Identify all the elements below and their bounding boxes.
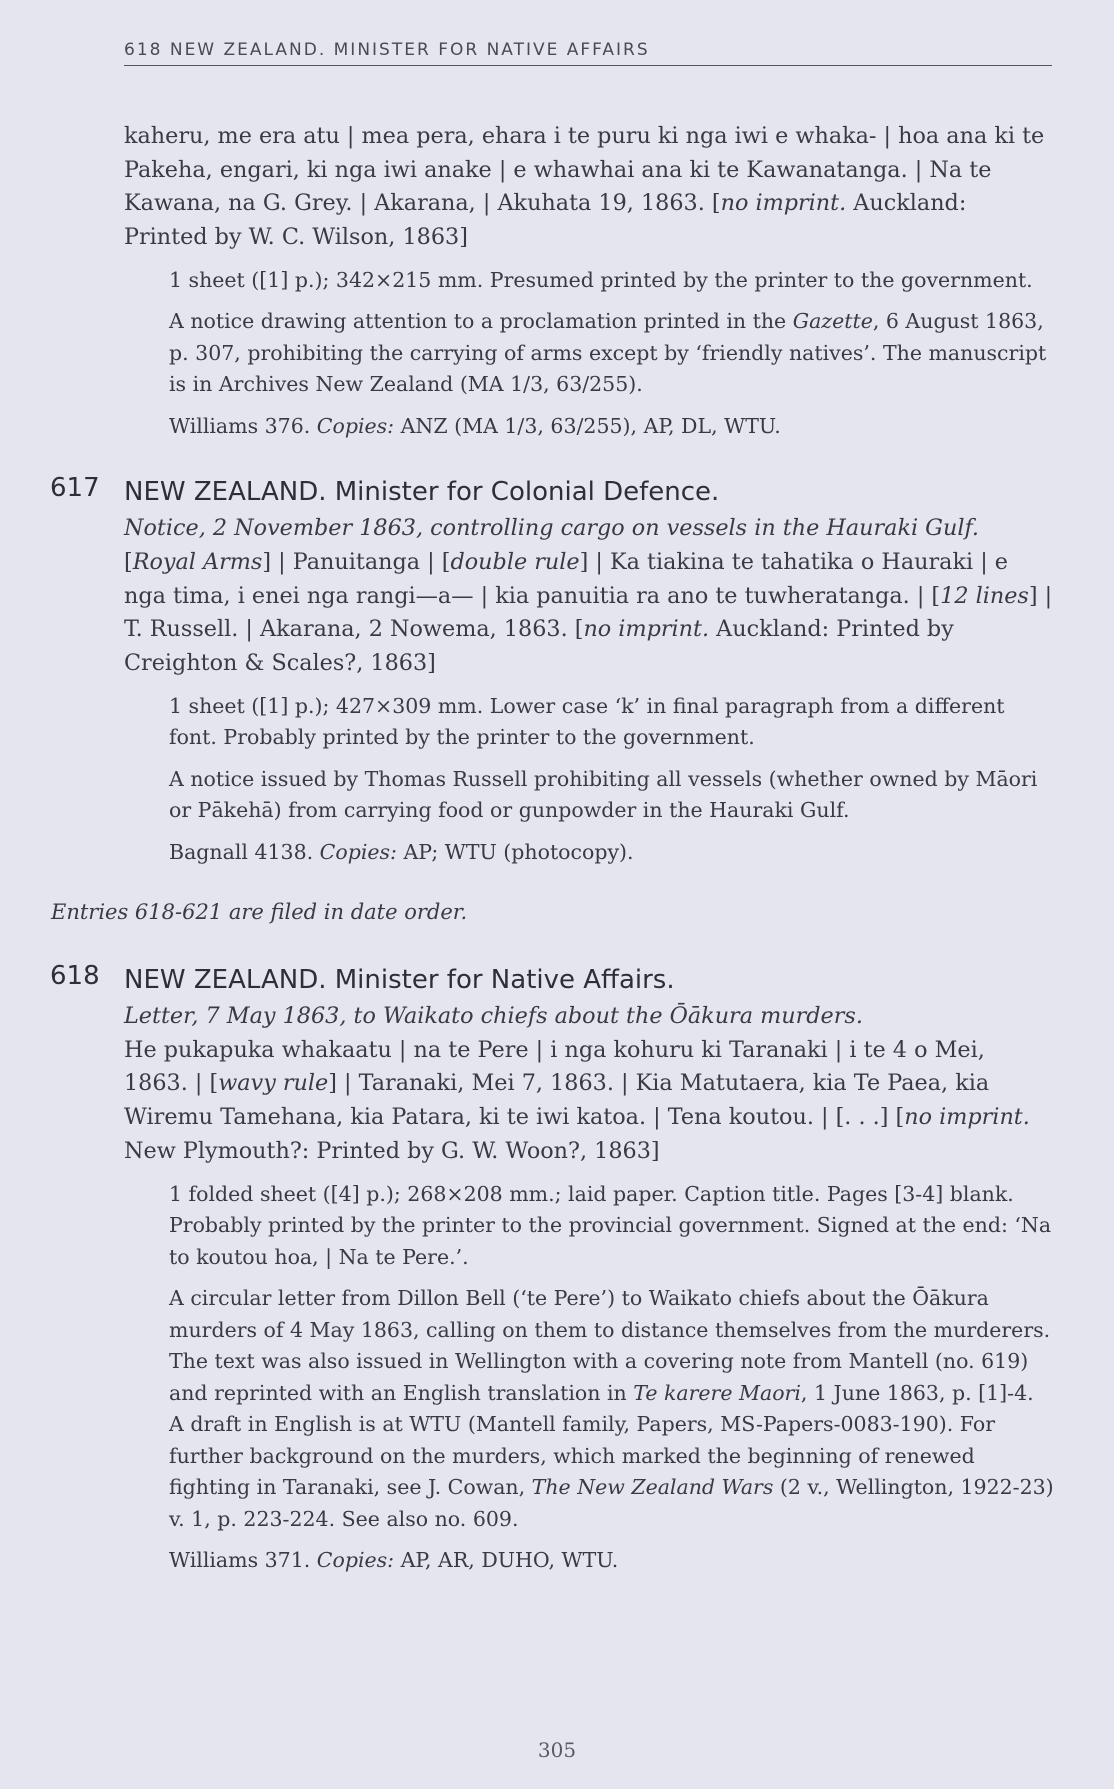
entry-617 <box>50 472 1054 868</box>
text-run: Copies: <box>316 413 395 438</box>
entry-heading: NEW ZEALAND. Minister for Native Affairs. <box>124 965 675 996</box>
text-run: , 1 June 1863, p. [1]-4. A draft in English is at WTU (Mantell family, Papers, MS-Papers-0083-190). For further background on the murders, which marked the beginning of renewed fighting in Taranaki, see J. Cowan, <box>169 1380 1034 1500</box>
text-run: A notice drawing attention to a proclamation printed in the <box>169 309 793 334</box>
text-run: 12 lines <box>940 582 1029 609</box>
text-run: Copies: <box>316 1548 395 1573</box>
text-run: kaheru, me era atu | mea pera, ehara i te puru ki nga iwi e whaka- | hoa ana ki te Pakeha, engari, ki nga iwi anake | e whawhai ana ki te Kawanatanga. | Na te Kawana, na G. Grey. | Akarana, | Akuhata 19, 1863. <box>124 123 1045 217</box>
filing-note: Entries 618-621 are filed in date order. <box>51 900 468 925</box>
text-run: Williams 376. <box>169 413 317 438</box>
text-run: Gazette <box>792 309 873 334</box>
page-body <box>50 120 1054 1577</box>
entry-title: Notice, 2 November 1863, controlling cargo on vessels in the Hauraki Gulf. <box>124 515 980 542</box>
text-run: The New Zealand Wars <box>531 1475 774 1500</box>
entry-title: Letter, 7 May 1863, to Waikato chiefs about the Ōākura murders. <box>124 1003 863 1030</box>
entry-transcription <box>124 1034 1054 1169</box>
text-run: (2 v., Wellington, 1922-23) v. 1, p. 223-224. See also no. 609. <box>169 1475 1054 1531</box>
page-number: 305 <box>537 1738 577 1762</box>
continuation-entry <box>124 120 1054 442</box>
text-run: ] | Taranaki, Mei 7, 1863. | Kia Matutaera, kia Te Paea, kia Wiremu Tamehana, kia Patara, ki te iwi katoa. | Tena koutou. | [. . .] [ <box>124 1070 990 1131</box>
text-run: ] | T. Russell. | Akarana, 2 Nowema, 1863. [ <box>124 582 1053 643</box>
text-run: [ <box>124 549 133 576</box>
annotation <box>169 1283 1054 1535</box>
text-run: Auckland: Printed by Creighton & Scales?, 1863] <box>124 616 954 677</box>
entry-number: 617 <box>50 473 100 504</box>
continuation-text <box>124 120 1054 255</box>
text-run: [ <box>711 190 721 217</box>
annotation: A notice issued by Thomas Russell prohibiting all vessels (whether owned by Māori or Pākehā) from carrying food or gunpowder in the Hauraki Gulf. <box>169 766 1038 823</box>
entry-number: 618 <box>50 961 100 992</box>
text-run: Auckland: Printed by W. C. Wilson, 1863] <box>124 190 967 251</box>
text-run: ] | Panuitanga | [ <box>262 549 451 576</box>
text-run: ANZ (MA 1/3, 63/255), AP, DL, WTU. <box>394 413 781 438</box>
physical-description: 1 sheet ([1] p.); 342×215 mm. Presumed printed by the printer to the government. <box>169 267 1033 292</box>
text-run: Williams 371. <box>169 1548 317 1573</box>
physical-description: 1 folded sheet ([4] p.); 268×208 mm.; laid paper. Caption title. Pages [3-4] blank. Probably printed by the printer to the provincial government. Signed at the end: ‘Na to koutou hoa, | Na te Pere.’. <box>169 1181 1052 1269</box>
physical-description: 1 sheet ([1] p.); 427×309 mm. Lower case ‘k’ in final paragraph from a different font. Probably printed by the printer to the government. <box>169 693 1005 750</box>
text-run: A circular letter from Dillon Bell (‘te Pere’) to Waikato chiefs about the Ōākura murders of 4 May 1863, calling on them to distance themselves from the murderers. The text was also issued in Wellington with a covering note from Mantell (no. 619) and reprinted with an English translation in <box>169 1286 1051 1405</box>
text-run: Te karere Maori <box>633 1380 801 1405</box>
text-run: no imprint. <box>720 190 847 217</box>
entry-618 <box>50 960 1054 1577</box>
text-run: no imprint. <box>583 616 710 643</box>
annotation <box>169 306 1054 401</box>
text-run: He pukapuka whakaatu | na te Pere | i nga kohuru ki Taranaki | i te 4 o Mei, 1863. | [ <box>124 1036 985 1097</box>
entry-heading: NEW ZEALAND. Minister for Colonial Defence. <box>124 477 720 508</box>
text-run: Royal Arms <box>132 549 263 576</box>
text-run: wavy rule <box>218 1070 329 1097</box>
text-run: Copies: <box>319 839 397 864</box>
text-run: no imprint. <box>904 1104 1030 1131</box>
text-run: New Plymouth?: Printed by G. W. Woon?, 1863] <box>124 1137 660 1164</box>
text-run: AP; WTU (photocopy). <box>396 839 634 864</box>
entry-transcription <box>124 546 1054 681</box>
text-run: ] | Ka tiakina te tahatika o Hauraki | e nga tima, i enei nga rangi—a— | kia panuitia ra ano te tuwheratanga. | [ <box>124 549 1008 609</box>
text-run: Bagnall 4138. <box>169 839 320 864</box>
text-run: AP, AR, DUHO, WTU. <box>394 1548 619 1573</box>
references <box>169 411 1054 443</box>
text-run: double rule <box>450 549 580 576</box>
running-head: 618 NEW ZEALAND. MINISTER FOR NATIVE AFFAIRS <box>124 40 1052 66</box>
text-run: , 6 August 1863, p. 307, prohibiting the carrying of arms except by ‘friendly natives’. The manuscript is in Archives New Zealand (MA 1/3, 63/255). <box>169 309 1047 397</box>
references <box>169 837 1054 869</box>
references <box>169 1545 1054 1577</box>
